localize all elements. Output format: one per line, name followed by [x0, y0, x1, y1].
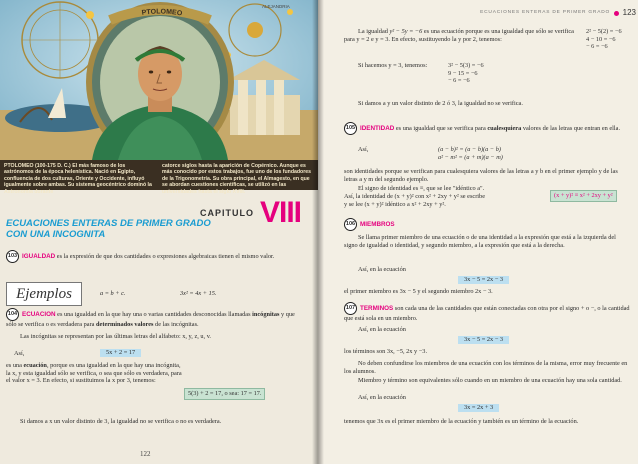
- term-miembros: MIEMBROS: [360, 220, 395, 228]
- equation-1: 5x + 2 = 17: [100, 349, 141, 357]
- identity-writing: Así, la identidad de (x + y)² con x² + 2xy + y² se escribe: [344, 193, 485, 200]
- section-105-text: es una igualdad que se verifica para: [394, 124, 488, 132]
- section-104-text: y que sólo se verifica o es verdadera para: [6, 310, 295, 328]
- identity-reading: y se lee (x + y)² idéntico a x² + 2xy + y².: [344, 201, 446, 208]
- calc-line: 3² − 5(3) = −6: [448, 62, 484, 69]
- ecuacion-term: ecuación: [23, 362, 47, 369]
- equation-box-4: [458, 336, 509, 344]
- side-calc-line: 2² − 5(2) = −6: [586, 28, 622, 35]
- incognitas-note: Las incógnitas se representan por las últimas letras del alfabeto: x, y, z, u, v.: [20, 333, 212, 340]
- side-calc-line: 4 − 10 = −6: [586, 35, 616, 43]
- section-103-text: es la expresión de que dos cantidades o expresiones algebraicas tienen el mismo valor.: [55, 252, 275, 260]
- substitute-y3: Si hacemos y = 3, tenemos:: [358, 62, 428, 69]
- asi-label: Así,: [358, 146, 369, 153]
- term-identidad: IDENTIDAD: [360, 124, 395, 132]
- identity-explanation: son identidades porque se verifican para cualesquiera valores de las letras a y b en el primer ejemplo y de las letras a y m del segundo ejemplo.: [344, 168, 618, 183]
- header-bullet-icon: [614, 11, 619, 16]
- valores-term: determinados valores: [96, 321, 154, 328]
- asi-ecuacion-2: Así, en la ecuación: [358, 326, 406, 333]
- section-103: [6, 250, 306, 263]
- section-number-badge: 106: [344, 218, 357, 231]
- chapter-label: CAPITULO: [200, 208, 254, 218]
- equation-box-3: [458, 276, 509, 284]
- cualesquiera-term: cualesquiera: [487, 124, 522, 132]
- page-number-right: 123: [622, 8, 636, 17]
- running-header-title: ECUACIONES ENTERAS DE PRIMER GRADO: [480, 10, 610, 15]
- paragraph-quadratic: [344, 28, 574, 43]
- caption-column-2: catorce siglos hasta la aparición de Copérnico. Aunque es más conocido por estos trabajos, fue uno de los fundadores de la Trigonometría. Su obra principal, el Almagesto, en que se abordan cuestiones científicas, se utilizó en las universidades hasta el siglo XVIII.: [162, 163, 312, 195]
- identity-examples: [438, 146, 503, 161]
- term-ecuacion: ECUACION: [22, 310, 56, 318]
- ptolemy-illustration: [0, 0, 318, 160]
- section-105-text: valores de las letras que entran en ella.: [521, 124, 621, 132]
- caption-column-1: PTOLOMEO (100-175 D. C.) El más famoso de los astrónomos de la época helenística. Nació en Egipto, confluencia de dos culturas, Oriente y Occidente, influyó igualmente sobre ambas. Su sistema geocéntrico dominó la Astronomía durante: [4, 163, 152, 195]
- section-number-badge: 104: [6, 308, 19, 321]
- chapter-number: VIII: [260, 196, 302, 229]
- equation-5: 3x = 2x + 3: [458, 404, 499, 412]
- substitution-box: 5(3) + 2 = 17, o sea: 17 = 17.: [184, 388, 265, 400]
- identity-example: a² − m² = (a + m)(a − m): [438, 153, 503, 161]
- chapter-title-line-2: CON UNA INCOGNITA: [6, 229, 106, 240]
- incognitas-term: incógnitas: [252, 310, 280, 318]
- term-igualdad: IGUALDAD: [22, 252, 56, 260]
- section-107: [344, 302, 630, 323]
- calc-line: 9 − 15 = −6: [448, 69, 478, 77]
- terms-example: los términos son 3x, −5, 2x y −3.: [344, 348, 428, 355]
- chapter-title-line-1: ECUACIONES ENTERAS DE PRIMER GRADO: [6, 218, 211, 229]
- section-number-badge: 103: [6, 250, 19, 263]
- section-104-text: es una igualdad en la que hay una o varias cantidades desconocidas llamadas: [55, 310, 253, 318]
- section-number-badge: 107: [344, 302, 357, 315]
- term-terminos: TERMINOS: [360, 304, 394, 312]
- equivalence-note: Miembro y término son equivalentes sólo cuando en un miembro de una ecuación hay una sola cantidad.: [358, 377, 622, 384]
- asi-label: Así,: [14, 350, 25, 357]
- quadratic-equation: y² − 5y = −6: [389, 28, 423, 35]
- identity-sign-note: El signo de identidad es ≡, que se lee "idéntico a".: [358, 185, 485, 192]
- page-number-left: 122: [140, 450, 151, 458]
- left-page: [0, 0, 318, 464]
- portrait-label: PTOLOMEO: [141, 8, 183, 18]
- paragraph-text: es una ecuación porque es una igualdad que sólo se verifica para y = 2 e y = 3. En efecto, sustituyendo la y por 2, tenemos:: [344, 28, 574, 43]
- right-page: [318, 0, 638, 464]
- book-gutter: [312, 0, 324, 464]
- asi-ecuacion-1: Así, en la ecuación: [358, 266, 406, 273]
- explanation-text: , porque es una igualdad en la que hay una incógnita, la x, y esta igualdad sólo se verifica, o sea que sólo es verdadera, para el valor x = 3. En efecto, si sustituimos la x por 3, tenemos:: [6, 362, 182, 385]
- example-1: a = b + c.: [100, 290, 126, 297]
- section-106-text: Se llama primer miembro de una ecuación o de una identidad a la expresión que está a la izquierda del signo de igualdad o identidad, y segundo miembro, a la expresión que está a la derecha.: [344, 234, 616, 249]
- section-104: [6, 308, 306, 329]
- section-107-text: son cada una de las cantidades que están conectadas con otra por el signo + o −, o la cantidad que está sola en un miembro.: [344, 304, 630, 322]
- section-106-heading: [344, 218, 395, 231]
- asi-ecuacion-3: Así, en la ecuación: [358, 394, 406, 401]
- members-example: el primer miembro es 3x − 5 y el segundo miembro 2x − 3.: [344, 288, 493, 295]
- explanation-text: es una: [6, 362, 24, 369]
- confusion-note: No deben confundirse los miembros de una ecuación con los términos de la misma, error muy frecuente en los alumnos.: [344, 360, 628, 375]
- equation-box-1: [100, 349, 141, 357]
- side-calc-line: − 6 = −6: [586, 43, 608, 51]
- chapter-title: [6, 218, 216, 240]
- identity-box: (x + y)² ≡ x² + 2xy + y²: [550, 190, 617, 202]
- illustration-caption: [0, 160, 318, 195]
- final-note: tenemos que 3x es el primer miembro de la ecuación y también es un término de la ecuación.: [344, 418, 579, 425]
- section-105: [344, 122, 630, 135]
- ejemplos-box: Ejemplos: [6, 282, 82, 306]
- calc-y3: [448, 62, 484, 85]
- calc-line: − 6 = −6: [448, 77, 470, 85]
- distinct-value-note: Si damos a y un valor distinto de 2 ó 3, la igualdad no se verifica.: [358, 100, 523, 107]
- running-header: [318, 8, 638, 20]
- identity-example: (a − b)² = (a − b)(a − b): [438, 146, 501, 153]
- equation-4: 3x − 5 = 2x − 3: [458, 336, 509, 344]
- side-calc: [586, 28, 622, 51]
- section-104-text: de las incógnitas.: [153, 321, 199, 328]
- example-2: 3x² = 4x + 15.: [180, 290, 217, 297]
- equation-3: 3x − 5 = 2x − 3: [458, 276, 509, 284]
- verification-note: Si damos a x un valor distinto de 3, la igualdad no se verifica o no es verdadera.: [20, 418, 222, 425]
- ecuacion-explanation: [6, 362, 182, 385]
- top-label: ALEJANDRIA: [262, 4, 290, 9]
- equation-box-5: [458, 404, 499, 412]
- paragraph-text: La igualdad: [358, 28, 390, 35]
- section-number-badge: 105: [344, 122, 357, 135]
